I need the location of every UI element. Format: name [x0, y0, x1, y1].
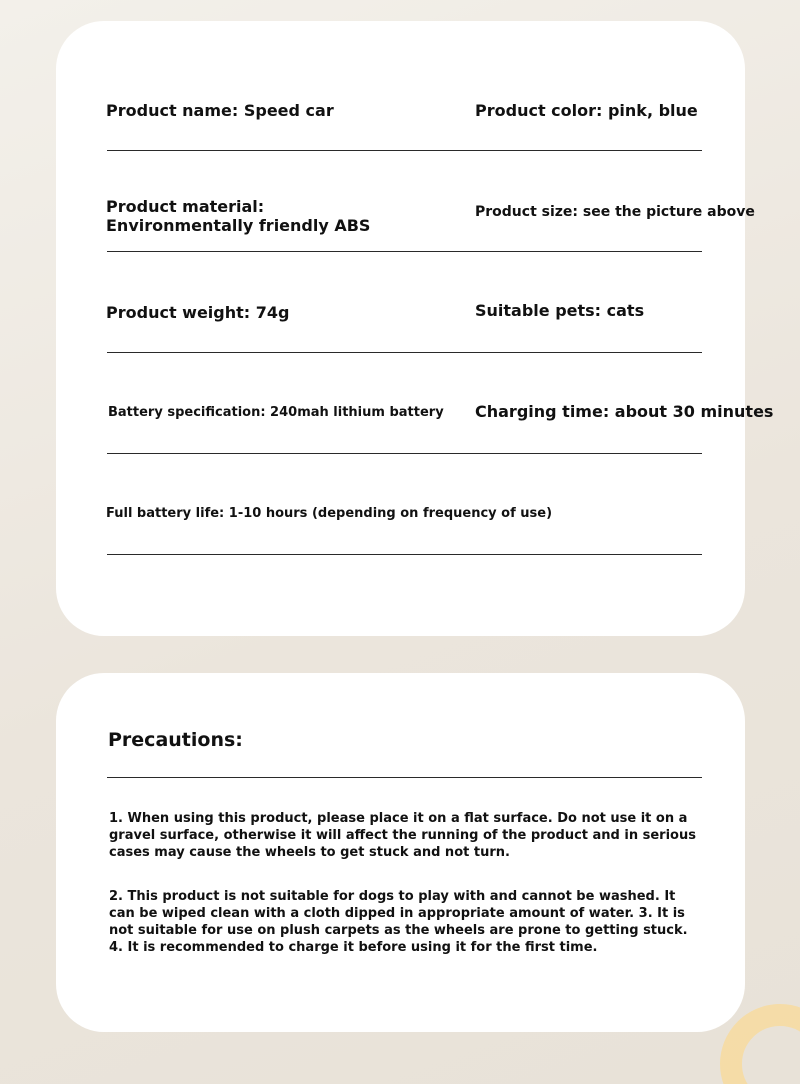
product-specs-card: [56, 21, 774, 636]
precaution-line: 2. This product is not suitable for dogs to play with and cannot be washed. It: [109, 889, 676, 904]
precaution-line: 4. It is recommended to charge it before using it for the first time.: [109, 940, 598, 955]
precaution-line: can be wiped clean with a cloth dipped in appropriate amount of water. 3. It is: [109, 906, 685, 921]
charging-time-spec: Charging time: about 30 minutes: [475, 402, 774, 421]
battery-spec: Battery specification: 240mah lithium battery: [108, 405, 444, 420]
precaution-paragraph-2: [109, 888, 729, 956]
divider: [107, 554, 702, 555]
precaution-paragraph-1: 1. When using this product, please place it on a flat surface. Do not use it on a gravel surface, otherwise it will affect the running of the product and in serious cases may cause the wheels to get stuck and not turn.: [109, 811, 696, 860]
divider: [107, 352, 702, 353]
precautions-card: [56, 673, 745, 1032]
product-material-spec: Product material: Environmentally friendly ABS: [106, 197, 371, 235]
precaution-line: not suitable for use on plush carpets as the wheels are prone to getting stuck.: [109, 923, 688, 938]
product-size-spec: Product size: see the picture above: [475, 204, 755, 220]
product-name-spec: Product name: Speed car: [106, 101, 334, 120]
divider: [107, 150, 702, 151]
battery-life-spec: Full battery life: 1-10 hours (depending on frequency of use): [106, 506, 553, 521]
suitable-pets-spec: Suitable pets: cats: [475, 301, 645, 320]
product-weight-spec: Product weight: 74g: [106, 303, 290, 322]
divider: [107, 777, 702, 778]
precautions-title: Precautions:: [108, 729, 243, 751]
product-color-spec: Product color: pink, blue: [475, 101, 698, 120]
divider: [107, 251, 702, 252]
divider: [107, 453, 702, 454]
